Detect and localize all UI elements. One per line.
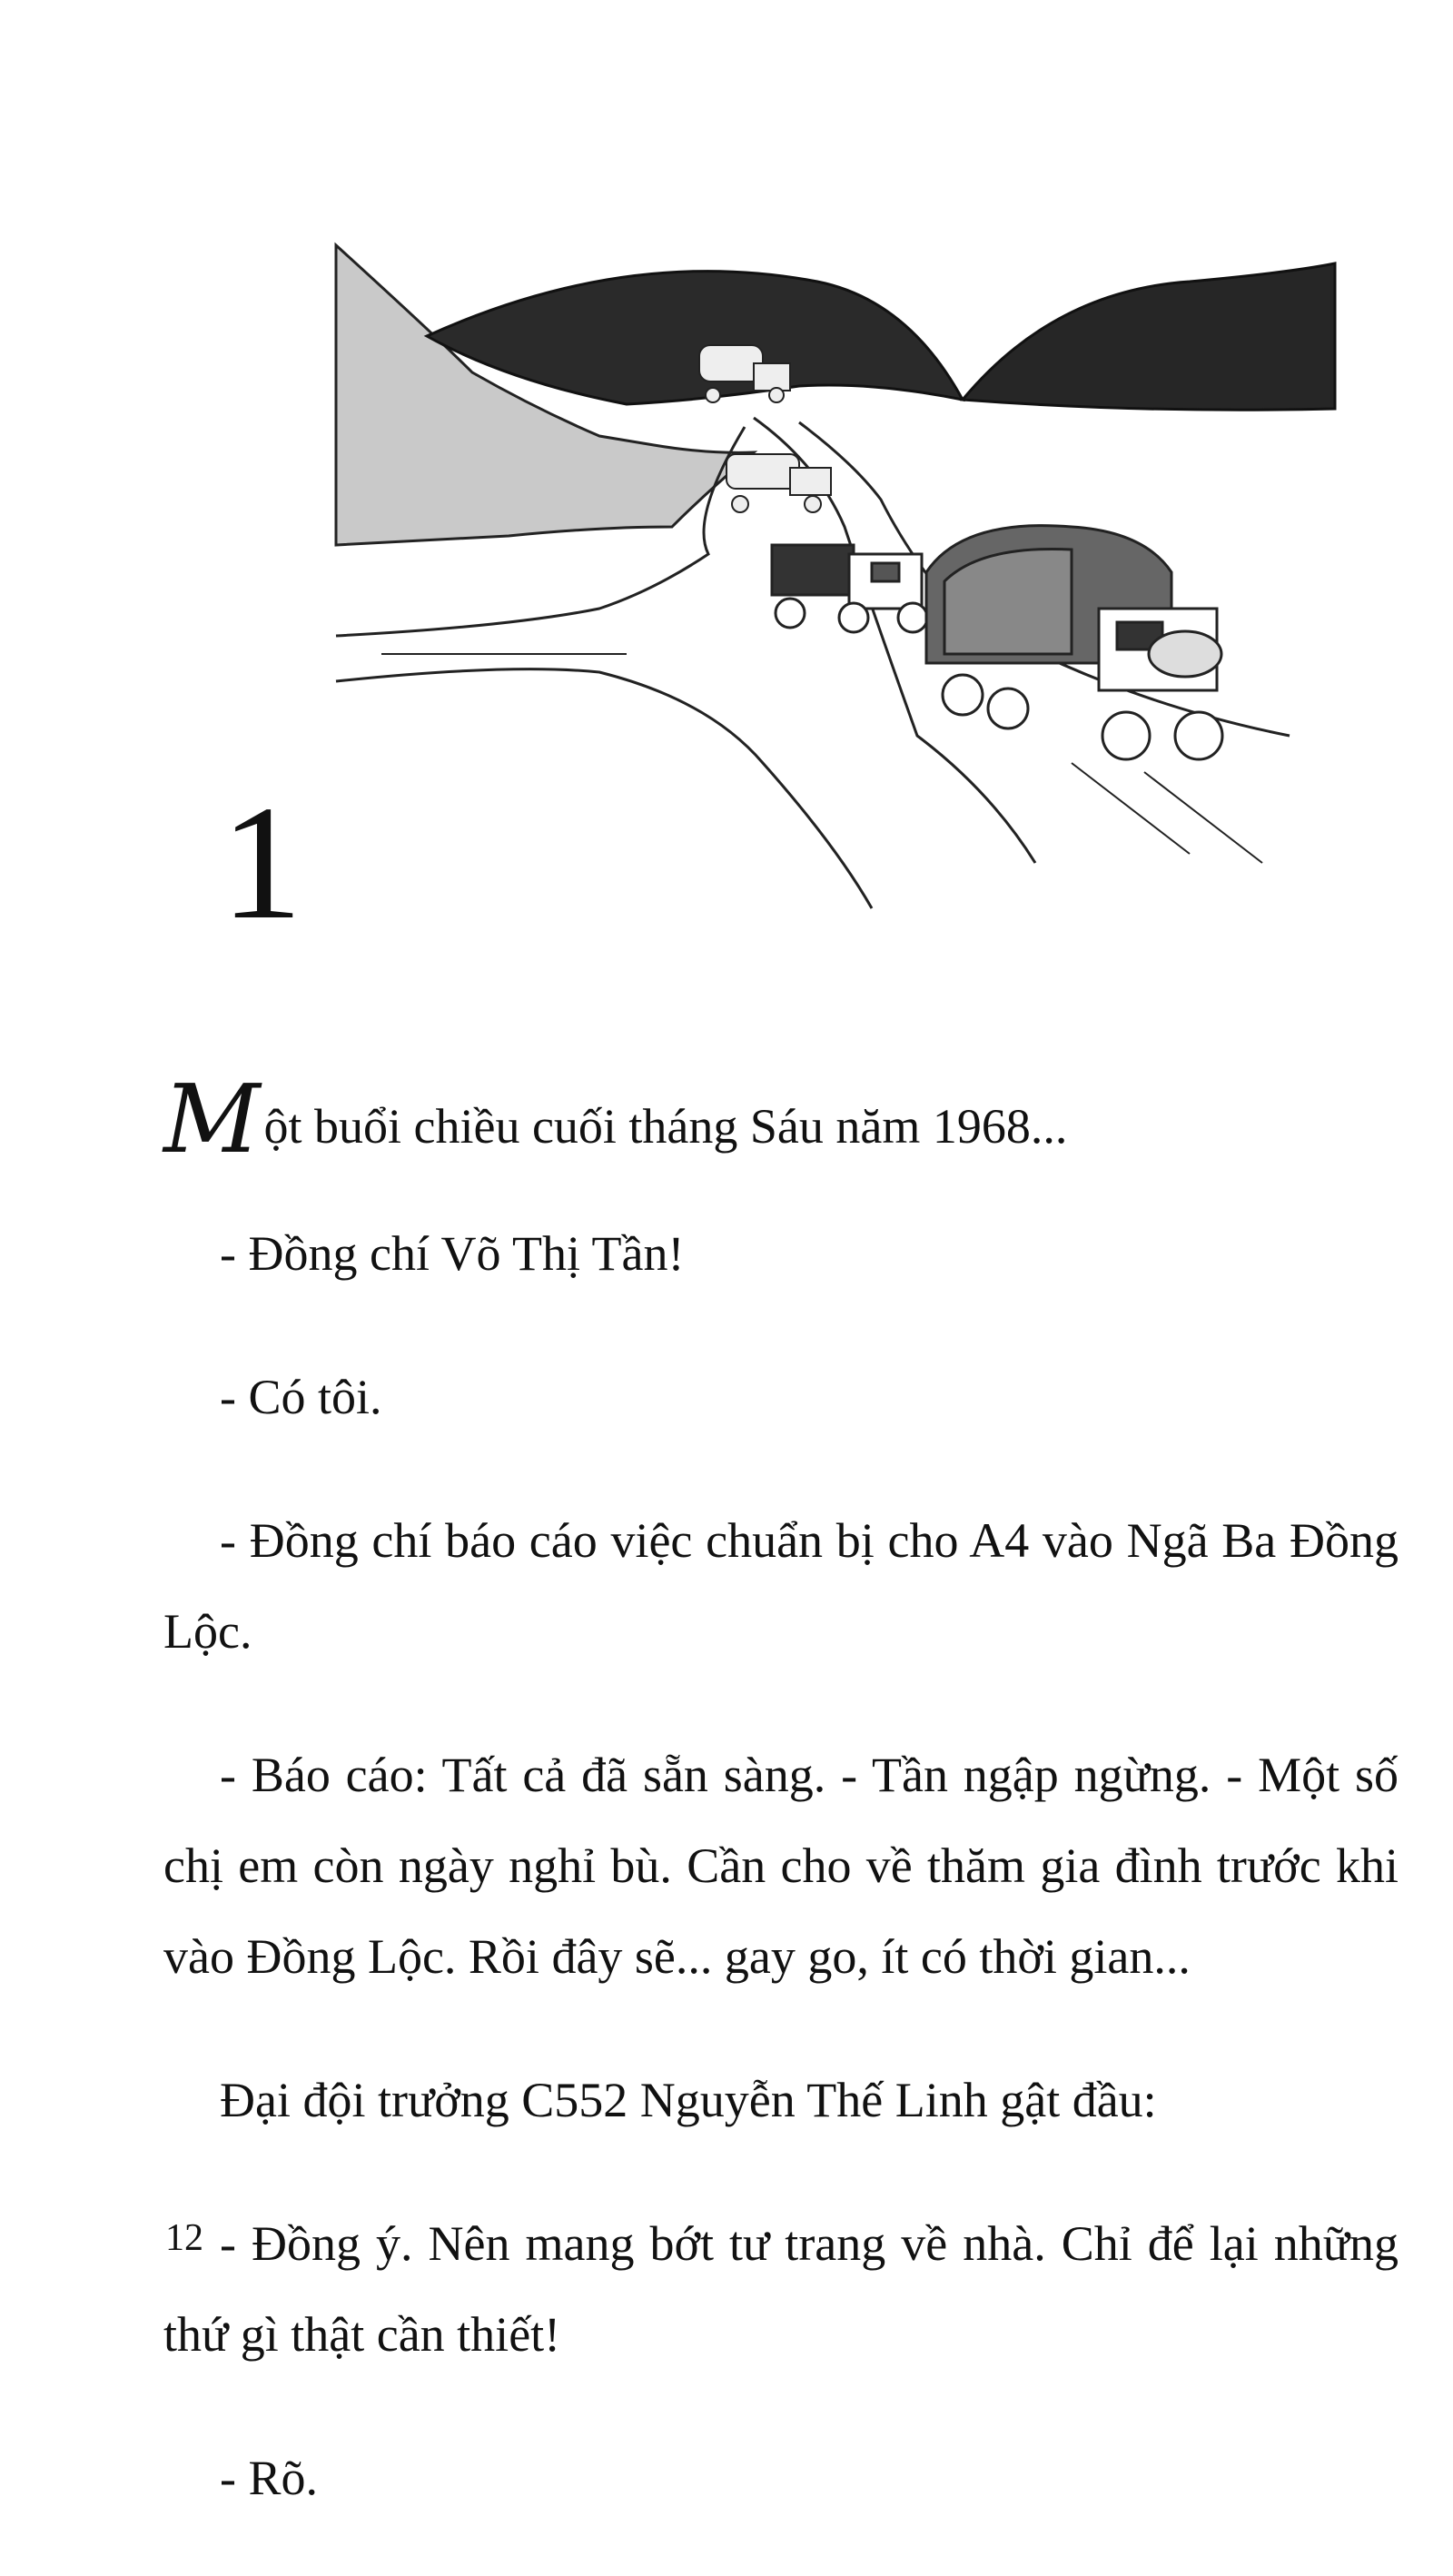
paragraph: - Đồng chí báo cáo việc chuẩn bị cho A4 vào Ngã Ba Đồng Lộc.	[163, 1513, 1399, 1659]
paragraph: - Có tôi.	[220, 1370, 382, 1424]
paragraph: - Đồng ý. Nên mang bớt tư trang về nhà. Chỉ để lại những thứ gì thật cần thiết!	[163, 2216, 1399, 2362]
paragraph: Đại đội trưởng C552 Nguyễn Thế Linh gật đầu:	[220, 2073, 1157, 2127]
opening-paragraph	[163, 1064, 1399, 1174]
truck-foreground	[926, 526, 1222, 759]
road-line	[1072, 763, 1190, 854]
road-left-edge-lower	[336, 669, 872, 908]
opening-text: ột buổi chiều cuối tháng Sáu năm 1968...	[263, 1099, 1068, 1154]
truck-distant-2	[726, 454, 831, 512]
hill-dark-right	[963, 263, 1335, 410]
chapter-number: 1	[221, 772, 302, 953]
convoy-trucks-road-illustration	[327, 227, 1399, 936]
truck-middle	[772, 545, 927, 632]
paragraph: - Rõ.	[220, 2451, 318, 2505]
hill-dark-middle	[427, 272, 963, 404]
road-line	[1144, 772, 1262, 863]
paragraph: - Báo cáo: Tất cả đã sẵn sàng. - Tần ngập ngừng. - Một số chị em còn ngày nghỉ bù. Cần cho về thăm gia đình trước khi vào Đồng Lộc. Rồi đây sẽ... gay go, ít có thời gian...	[163, 1748, 1399, 1984]
chapter-body	[163, 1064, 1399, 2576]
paragraph: - Đồng chí Võ Thị Tần!	[220, 1226, 685, 1281]
drop-cap: M	[163, 1064, 261, 1174]
page-number: 12	[165, 2217, 203, 2259]
